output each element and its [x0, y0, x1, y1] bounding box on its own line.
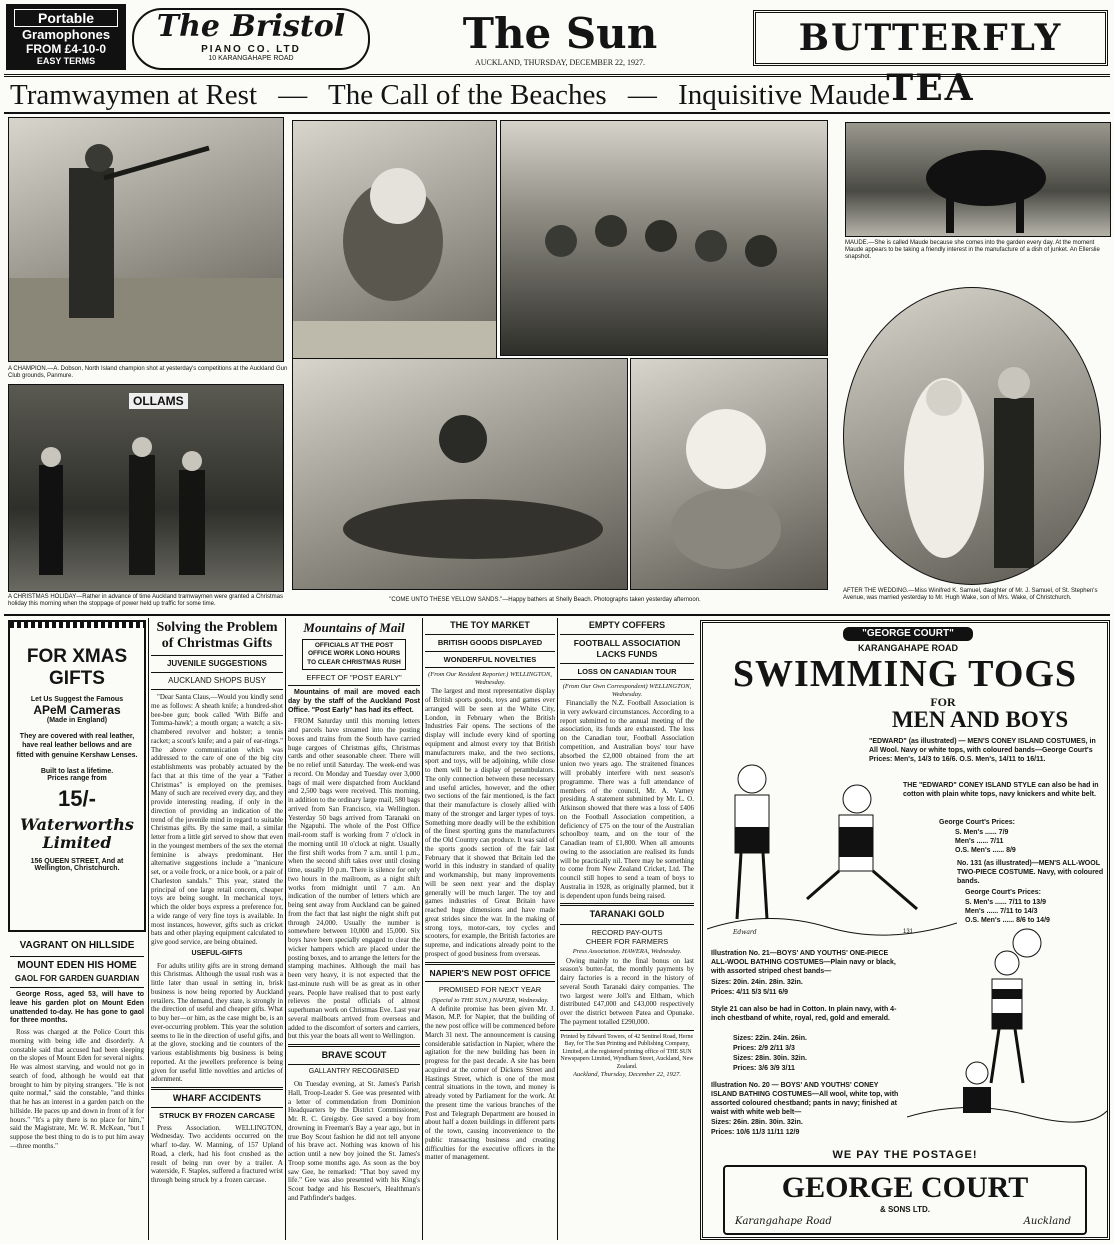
gifts-useful-head: USEFUL-GIFTS: [191, 949, 243, 957]
togs-item2-price-0: S. Men's ...... 7/9: [955, 829, 1009, 836]
wedding-illustration: [844, 288, 1101, 585]
togs-footer-right: Auckland: [1023, 1216, 1071, 1227]
xmas-ad-border-top: [10, 622, 144, 628]
fig-131-label: 131: [903, 929, 914, 935]
imprint-date: Auckland, Thursday, December 22, 1927.: [573, 1071, 681, 1078]
togs-sub: MEN AND BOYS: [891, 707, 1069, 732]
wharf-head: WHARF ACCIDENTS: [172, 1093, 262, 1103]
togs-item5-row-3: Prices: 3/6 3/9 3/11: [733, 1065, 795, 1072]
mail-head: Mountains of Mail: [303, 620, 405, 635]
masthead-rule: [4, 74, 1110, 77]
toy-sub: BRITISH GOODS DISPLAYED: [437, 638, 543, 648]
togs-postage: WE PAY THE POSTAGE!: [832, 1149, 978, 1161]
napier-rule-2: [425, 981, 555, 982]
toy-head: THE TOY MARKET: [450, 620, 530, 630]
banner-dash-1: —: [278, 79, 308, 111]
togs-store: "GEORGE COURT": [843, 627, 973, 641]
togs-store-addr: KARANGAHAPE ROAD: [857, 643, 958, 653]
champion-photo: [8, 117, 284, 362]
xmas-ad-body: They are covered with real leather, have real leather bellows and are fitted with genuine Kershaw Lenses.: [16, 733, 138, 759]
togs-item2-price-1: Men's ...... 7/11: [955, 838, 1004, 845]
bristol-ad: [132, 8, 370, 70]
boys-illustration: [907, 923, 1107, 1123]
col-rule-4: [557, 618, 558, 1240]
banner-tramwaymen: Tramwaymen at Rest: [10, 79, 258, 111]
vagrant-sub2: GAOL FOR GARDEN GUARDIAN: [14, 974, 140, 983]
banner-beaches: The Call of the Beaches: [328, 79, 607, 111]
xmas-ad-prices-label: Prices range from: [47, 775, 107, 783]
gifts-body: "Dear Santa Claus,—Would you kindly send me as follows: A sheath knife; a hundred-shot bee-bee gun; book called 'With Biffe and Tomma-hawk'; a mouth organ; a watch; a six-chambered revolver and holster; a tennis racket; a scout's knife; and a pair of ear-rings." The above communication which was addressed to the care of one of the big city establishments was probably actuated by the fact that at this time of the year a "Father Christmas" is employed on the premises. Many of such are received every day, and they provide interesting reading, if only in the direction of providing an indication of the trend of the juvenile mind in regard to suitable Christmas gifts. By the same mail, a similar letter from a little girl served to show that even in the youngest members of the sex the eternal feminine is always predominant. Her alternative suggestions include a "manicure set, or a voile frock, or a nice book, or a pair of Charleston sandals." This year, stated the principal of one large retail concern, cheaper toys are being sought. In mechanical toys, which the older boys express a preference for, a wide range of very fine toys is available. In most instances, however, gifts such as cricket bats and other playing equipment calculated to give good service, are being obtained.: [151, 693, 283, 946]
banner: [10, 80, 1110, 110]
wedding-photo: [843, 287, 1101, 585]
toy-body: The largest and most representative display of British sports goods, toys and games ever arranged will be seen at the White City, London, in February when the British Industries Fair opens. The sections of the display will include every kind of sporting equipment and almost every toy that British manufacturers make, and the two sections, sport and toys, will be adjoining, while close to them will be a display of perambulators. The only connection between these necessary and useful articles, however, and the other two sections of the fair mentioned, is the fact that their manufacture is closely allied with many of the stronger and larger types of toys. Something more deadly will be the exhibition of the finest sporting guns the manufacturers of the Old Country can produce. It was said of the sports goods section of the fair last February that it showed that Britain led the world in this industry in standard of quality and workmanship, but many improvements will be seen next year and the display generally will be much larger. The toy and games industries of Great Britain have reached huge dimensions and have made great strides since the war. In the making of strong toys, motor-cars, toy cycles and scooters, for example, the British factories are supreme, and indications already point to the prospect of good business from overseas.: [425, 687, 555, 958]
mail-sub: EFFECT OF "POST EARLY": [306, 672, 402, 682]
coffers-sub: FOOTBALL ASSOCIATION LACKS FUNDS: [573, 638, 681, 659]
xmas-ad-made: (Made in England): [46, 717, 108, 724]
xmas-ad-addr: 156 QUEEN STREET, And at Wellington, Christchurch.: [30, 858, 124, 873]
toy-rule-1: [425, 634, 555, 635]
togs-footer-name: GEORGE COURT: [781, 1171, 1029, 1204]
scout-rule: [288, 1044, 420, 1047]
togs-item3-price-1: Men's ...... 7/11 to 14/3: [965, 908, 1038, 915]
vagrant-article: [10, 940, 144, 1240]
maude-caption: MAUDE.—She is called Maude because she comes into the garden every day. At the moment Maude appears to be taking a friendly interest in the manufacture of a dish of junket. An Ellerslie snapshot.: [845, 240, 1100, 261]
togs-item3-label: George Court's Prices:: [965, 889, 1041, 896]
taranaki-head: TARANAKI GOLD: [589, 909, 665, 920]
coffers-article: [560, 620, 694, 1240]
col-rule-3: [422, 618, 423, 1240]
togs-footer: [723, 1165, 1087, 1235]
bathers-group-photo: [500, 120, 828, 356]
coffers-source: (From Our Own Correspondent) WELLINGTON, Wednesday.: [562, 682, 692, 698]
togs-item1: "EDWARD" (as illustrated) — MEN'S CONEY ISLAND COSTUMES, in All Wool. Navy or white tops, with coloured bands—George Court's Prices: Men's, 14/3 to 16/6. O.S. Men's, 14/11 to 16/11.: [869, 738, 1096, 764]
xmas-ad-built: Built to last a lifetime.: [40, 768, 114, 776]
scout-body: On Tuesday evening, at St. James's Parish Hall, Troop-Leader S. Gee was presented with a letter of commendation from Dominion Headquarters by the District Commissioner, Mr. R. C. Greigsby. Gee saved a boy from drowning in Freeman's Bay a year ago, but in true Boy Scout fashion he did not tell anyone of his brave act. Nothing was known of his action until a new boy joined the St. James's Troop some months ago. As soon as the boy saw Gee, he remarked: "That boy saved my life." Gee was also presented with his King's Scout badge and his Rescuer's, Healthman's and Pathfinder's badges.: [288, 1080, 420, 1202]
napier-source: (Special to THE SUN.) NAPIER, Wednesday.: [431, 996, 549, 1004]
napier-body: A definite promise has been given Mr. J. Mason, M.P. for Napier, that the building of the new post office will be commenced before March 31 next. The announcement is causing considerable satisfaction in Napier, where the agitation for the new building has been in progress for the past decade. A site has been acquired at the corner of Dickens Street and Hastings Street, which is one of the most central situations in the town, and money is already voted by Parliament for the work. At the present time the various branches of the Post and Telegraph Department are housed in about half a dozen buildings in different parts of the town, causing inconvenience to the public transacting business and creating difficulties for the executive officers in the matter of management.: [425, 1004, 555, 1162]
napier-sub: PROMISED FOR NEXT YEAR: [438, 985, 542, 995]
togs-footer-sons: & SONS LTD.: [879, 1205, 931, 1214]
gifts-article: [151, 620, 283, 1240]
toy-article: [425, 620, 555, 1240]
scout-sub: GALLANTRY RECOGNISED: [308, 1068, 400, 1076]
togs-item5-row-2: Sizes: 28in. 30in. 32in.: [733, 1055, 807, 1062]
togs-item3-price-2: O.S. Men's ...... 8/6 to 14/9: [965, 917, 1050, 924]
wharf-body: Press Association. WELLINGTON, Wednesday. Two accidents occurred on the wharf to-day. W. Manning, of 157 Upland Road, a clerk, had his foot crushed as the result of being run over by a trailer. A waterside, F. Staples, suffered a fractured wrist through being struck by a frozen carcase.: [151, 1123, 283, 1185]
togs-for: FOR: [930, 695, 956, 709]
gifts-sub2: AUCKLAND SHOPS BUSY: [168, 676, 266, 685]
tram-sign: OLLAMS: [129, 393, 188, 409]
mail-rule: [288, 685, 420, 686]
mail-body: FROM Saturday until this morning letters and parcels have streamed into the posting boxes and trains from the South have carried huge cargoes of Christmas gifts, Christmas cards and other seasonable cheer. There will be no relief until Saturday. The week-end was a record. On Monday and Tuesday over 3,000 bags of mail were dispatched from Auckland and 2,500 bags were received. This morning, in addition to the ordinary large mail, 580 bags arrived from San Francisco, via Wellington. Yesterday 50 bags arrived from Taranaki on the Ngapuhi. The whole of the Post Office mail-room staff is working from 7 o'clock in the morning until 10 o'clock at night. Usually the first shift works from 7 a.m. until 1 p.m., when the second shift takes over until closing time, usually 10 p.m. There is silence for only two hours in the mailroom, as a night shift works from midnight until 7 a.m. An indication of the number of letters which are being sent away from Auckland can be gained from the fact that last night the night shift put through 24,000. Usually the number is somewhere between 10,000 and 15,000. Six boys have been specially engaged to clear the wicker hampers which are placed under the posting boxes, and to arrange the letters for the stamping machines. Although the mail has been very heavy, it is not expected that the last-minute rush will be as great as in other years. People have realised that to post early relieves the postal officials of almost superhuman work on Christmas Eve. Last year several mailboats arrived from overseas and added to the discomfort of sorters and carriers, but this year the boats all went to Wellington.: [288, 717, 420, 1041]
togs-ad: [700, 620, 1110, 1240]
togs-item6: Illustration No. 20 — BOYS' AND YOUTHS' CONEY ISLAND BATHING COSTUMES—All wool, white top, with assorted coloured chestband; pants in navy; finished at waist with white web belt—: [711, 1082, 899, 1117]
taranaki-body: Owing mainly to the final bonus on last season's butter-fat, the monthly payments by dairy factories is a record in the history of several South Taranaki dairy companies. The two largest were Joll's and Eltham, which distributed £47,000 and £43,000 respectively over the district between Patea and Opunake. The payment totalled £290,000.: [560, 956, 694, 1026]
vagrant-rule-2: [10, 987, 144, 988]
child-illustration: [293, 121, 497, 392]
champion-illustration: [9, 118, 284, 362]
togs-item4: Illustration No. 21—BOYS' AND YOUTHS' ONE-PIECE ALL-WOOL BATHING COSTUMES—Plain navy or black, with assorted striped chest bands—: [711, 950, 896, 976]
togs-item5-row-0: Sizes: 22in. 24in. 26in.: [733, 1035, 807, 1042]
bristol-name: The Bristol: [156, 9, 346, 44]
vagrant-body: Ross was charged at the Police Court this morning with being idle and disorderly. A constable said that accused had been sleeping on the slopes of Mount Eden for several nights. He was almost starving, and would not go in search of food, although he would eat that brought to him by pitying strangers. "He is not quite normal," said the constable, "and thinks that he has an interest in a garden patch on the hillside. He paces up and down in front of it for hours." "It's a pity there is no place for him," said the Magistrate, Mr. W. R. McKean, "but I suppose the best thing to do is to put him away—three months.": [10, 1028, 144, 1150]
col-rule-1: [148, 618, 149, 1240]
togs-item2-price-2: O.S. Men's ...... 8/9: [955, 847, 1016, 854]
gifts-rule-2: [151, 672, 283, 673]
gifts-sub: JUVENILE SUGGESTIONS: [166, 659, 268, 668]
wharf-rule: [151, 1107, 283, 1108]
gifts-rule-3: [151, 689, 283, 690]
maude-photo: [845, 122, 1111, 237]
togs-title: SWIMMING TOGS: [732, 653, 1078, 695]
baby-illustration: [631, 359, 828, 590]
togs-item4-prices: Prices: 4/11 5/3 5/11 6/9: [711, 989, 789, 996]
togs-footer-left: Karangahape Road: [735, 1216, 832, 1227]
mail-article: [288, 620, 420, 1240]
gramophone-ad-line2: Gramophones: [21, 27, 111, 42]
banner-maude: Inquisitive Maude: [678, 79, 890, 111]
toy-rule-2: [425, 651, 555, 652]
holiday-caption: A CHRISTMAS HOLIDAY—Rather in advance of time Auckland tramwaymen were granted a Christmas holiday this morning when the stoppage of power held up traffic for some time.: [8, 594, 283, 608]
banner-dash-2: —: [627, 79, 657, 111]
mail-deck: Mountains of mail are moved each day by the staff of the Auckland Post Office. "Post Early" has had its effect.: [288, 689, 420, 714]
xmas-ad: [8, 620, 146, 932]
taranaki-sub: RECORD PAY-OUTS: [591, 927, 663, 937]
togs-item6-sizes: Sizes: 26in. 28in. 30in. 32in.: [711, 1119, 803, 1126]
toy-source: (From Our Resident Reporter.) WELLINGTON, Wednesday.: [428, 671, 552, 687]
coffers-rule-1: [560, 634, 694, 635]
coffers-body: Financially the N.Z. Football Association is in very awkward circumstances. According to a report submitted to the annual meeting of the association, its funds are exhausted. The loss on the Canadian tour, Football Association competition, and Australian boys' tour have absorbed the £2,000 obtained from the art union two years ago. The straitened finances will probably interfere with next season's programme. There was a full attendance of members of the council, Mr. A. Varney presiding. A statement submitted by Mr. L. O. Atkinson showed that there was a loss of £406 on the Football Association competition, a deficiency of £75 on the tour of the Australian schoolboy team, and on the tour of the Canadian team of £1,800. When all amounts owing to the association are realised its funds will be practically nil. There may be something to come from New Zealand Cricket, Ltd. The council still hopes to send a team of boys to Australia in 1928, as originally planned, but it is dependent upon funds being raised.: [560, 699, 694, 900]
sunbather-photo: [292, 358, 628, 590]
xmas-ad-price: 15/-: [58, 786, 96, 812]
vagrant-head: VAGRANT ON HILLSIDE: [19, 940, 135, 951]
champion-caption: A CHAMPION.—A. Dobson, North Island champion shot at yesterday's competitions at the Auckland Gun Club grounds, Panmure.: [8, 366, 288, 380]
cow-illustration: [846, 123, 1111, 237]
swimmers-illustration: [707, 739, 957, 939]
taranaki-rule-2: [560, 924, 694, 925]
mail-box: OFFICIALS AT THE POST OFFICE WORK LONG HOURS TO CLEAR CHRISTMAS RUSH: [302, 639, 406, 669]
coffers-head: EMPTY COFFERS: [588, 620, 666, 630]
sands-caption: "COME UNTO THESE YELLOW SANDS."—Happy bathers at Shelly Beach. Photographs taken yesterday afternoon.: [389, 597, 701, 603]
sunbather-illustration: [293, 359, 628, 590]
toy-sub2: WONDERFUL NOVELTIES: [443, 654, 537, 664]
paper-title: The Sun: [462, 9, 658, 58]
gifts-body2: For adults utility gifts are in strong demand this Christmas. Although the usual rush was a little later than usual in setting in, brisk business is now being reported by Auckland retailers. The demand, they state, is strongly in the direction of useful and cheaper gifts. What to buy her—or him, as the case might be, is an ever-occurring problem. This year the solution seems to lie in the direction of useful gifts, and at the glove, stocking and tie counters of the various establishments big business is being reported. At the jewellers preference is being given for useful little novelties and articles of adornment.: [151, 961, 283, 1084]
imprint: Printed by Edward Towers, of 42 Sentinel Road, Herne Bay, for The Sun Printing and Publishing Company, Limited, at the registered printing office of THE SUN Newspapers Limited, Wyndham Street, Auckland, New Zealand.: [560, 1033, 694, 1070]
gramophone-ad-line4: EASY TERMS: [36, 56, 96, 66]
photo-section-rule: [4, 614, 1110, 616]
gifts-head: Solving the Problem of Christmas Gifts: [156, 620, 278, 651]
scout-rule-2: [288, 1064, 420, 1065]
taranaki-sub2: CHEER FOR FARMERS: [585, 937, 669, 946]
col-rule-2: [285, 618, 286, 1240]
gifts-rule-4: [151, 1087, 283, 1090]
coffers-rule-2: [560, 663, 694, 664]
wharf-sub: STRUCK BY FROZEN CARCASE: [159, 1111, 275, 1121]
banner-rule: [4, 112, 1110, 114]
bristol-addr: 10 KARANGAHAPE ROAD: [208, 55, 294, 62]
bathers-illustration: [501, 121, 828, 356]
togs-item4-sizes: Sizes: 20in. 24in. 28in. 32in.: [711, 979, 803, 986]
dateline: AUCKLAND, THURSDAY, DECEMBER 22, 1927.: [474, 58, 646, 67]
taranaki-source: Press Association. HAWERA, Wednesday.: [572, 948, 682, 956]
gifts-rule-1: [151, 655, 283, 656]
scout-head: BRAVE SCOUT: [321, 1050, 387, 1060]
baby-photo: [630, 358, 828, 590]
taranaki-rule: [560, 903, 694, 906]
xmas-ad-shop: Waterworths Limited: [20, 815, 134, 853]
togs-item3-price-0: S. Men's ...... 7/11 to 13/9: [965, 899, 1047, 906]
child-sand-photo: [292, 120, 497, 392]
tea-ad: BUTTERFLY TEA: [753, 10, 1108, 66]
togs-item3: No. 131 (as illustrated)—MEN'S ALL-WOOL TWO-PIECE COSTUME. Navy, with coloured bands.: [957, 860, 1104, 886]
gramophone-ad-line3: FROM £4-10-0: [25, 42, 107, 56]
coffers-rule-3: [560, 679, 694, 680]
gramophone-ad-line1: Portable: [14, 9, 118, 27]
holiday-photo: [8, 384, 284, 592]
gramophone-ad: [6, 4, 126, 70]
wedding-caption: AFTER THE WEDDING.—Miss Winifred K. Samuel, daughter of Mr. J. Samuel, of St. Stephen's Avenue, was married yesterday to Mr. Hugh Wake, son of Mrs. Wake, of Christchurch.: [843, 588, 1098, 602]
fig-edward-label: Edward: [733, 929, 757, 936]
togs-item2: THE "EDWARD" CONEY ISLAND STYLE can also be had in cotton with plain white tops, navy knickers and white belt.: [903, 782, 1099, 799]
bristol-sub: PIANO CO. LTD: [201, 44, 301, 55]
xmas-ad-product: APeM Cameras: [33, 703, 121, 717]
vagrant-deck: George Ross, aged 53, will have to leave his garden plot on Mount Eden unattended to-day. He has gone to gaol for three months.: [10, 991, 144, 1025]
xmas-ad-lead: Let Us Suggest the Famous: [30, 696, 124, 703]
napier-rule: [425, 962, 555, 965]
togs-item5: Style 21 can also be had in Cotton. In plain navy, with 4-inch chestband of white, royal, red, gold and emerald.: [711, 1006, 897, 1023]
vagrant-rule-1: [10, 956, 144, 957]
imprint-rule: [560, 1030, 694, 1031]
toy-rule-3: [425, 667, 555, 668]
vagrant-sub: MOUNT EDEN HIS HOME: [17, 959, 137, 971]
xmas-ad-title: FOR XMAS GIFTS: [26, 646, 128, 689]
napier-head: NAPIER'S NEW POST OFFICE: [429, 967, 551, 978]
togs-item2-label: George Court's Prices:: [939, 819, 1015, 826]
togs-item5-row-1: Prices: 2/9 2/11 3/3: [733, 1045, 795, 1052]
togs-item6-prices: Prices: 10/6 11/3 11/11 12/9: [711, 1129, 800, 1136]
tramwaymen-illustration: [9, 385, 284, 592]
coffers-sub2: LOSS ON CANADIAN TOUR: [577, 666, 677, 676]
